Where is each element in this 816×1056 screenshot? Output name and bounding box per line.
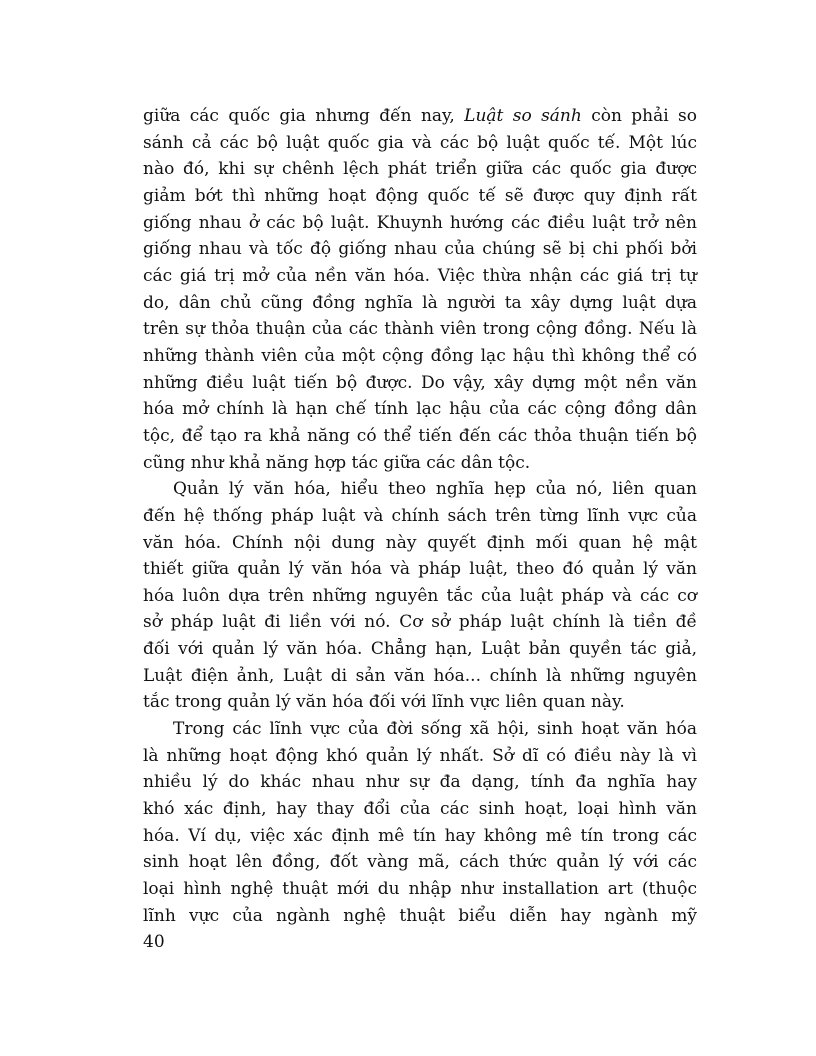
- text-line: [143, 103, 697, 130]
- text-line: cũng như khả năng hợp tác giữa các dân tộc.: [143, 452, 531, 473]
- text-line: hóa mở chính là hạn chế tính lạc hậu của các cộng đồng dân: [143, 399, 697, 420]
- text-line: đến hệ thống pháp luật và chính sách trên từng lĩnh vực của: [143, 505, 697, 526]
- text-line: sinh hoạt lên đồng, đốt vàng mã, cách thức quản lý với các: [143, 852, 697, 873]
- text-line: sánh cả các bộ luật quốc gia và các bộ luật quốc tế. Một lúc: [143, 132, 697, 153]
- text-line: giống nhau và tốc độ giống nhau của chúng sẽ bị chi phối bởi: [143, 239, 697, 260]
- text-line: giống nhau ở các bộ luật. Khuynh hướng các điều luật trở nên: [143, 212, 697, 233]
- body-text: [143, 103, 697, 929]
- text-line: tộc, để tạo ra khả năng có thể tiến đến các thỏa thuận tiến bộ: [143, 425, 697, 446]
- text-line: loại hình nghệ thuật mới du nhập như installation art (thuộc: [143, 879, 697, 900]
- text-line: Quản lý văn hóa, hiểu theo nghĩa hẹp của nó, liên quan: [173, 479, 697, 500]
- text-line: lĩnh vực của ngành nghệ thuật biểu diễn hay ngành mỹ: [143, 905, 697, 926]
- text-segment: giữa các quốc gia nhưng đến nay,: [143, 106, 465, 126]
- text-line: là những hoạt động khó quản lý nhất. Sở dĩ có điều này là vì: [143, 745, 697, 766]
- page-number: 40: [143, 932, 165, 952]
- text-line: các giá trị mở của nền văn hóa. Việc thừa nhận các giá trị tự: [143, 265, 697, 286]
- text-line: tắc trong quản lý văn hóa đối với lĩnh vực liên quan này.: [143, 692, 625, 713]
- text-line: hóa luôn dựa trên những nguyên tắc của luật pháp và các cơ: [143, 585, 697, 606]
- text-line: trên sự thỏa thuận của các thành viên trong cộng đồng. Nếu là: [143, 319, 697, 340]
- text-segment: còn phải so: [581, 106, 697, 126]
- text-line: giảm bớt thì những hoạt động quốc tế sẽ được quy định rất: [143, 185, 697, 206]
- text-line: khó xác định, hay thay đổi của các sinh hoạt, loại hình văn: [143, 799, 697, 820]
- text-line: hóa. Ví dụ, việc xác định mê tín hay không mê tín trong các: [143, 825, 697, 846]
- text-line: sở pháp luật đi liền với nó. Cơ sở pháp luật chính là tiền đề: [143, 612, 697, 633]
- text-line: Luật điện ảnh, Luật di sản văn hóa... chính là những nguyên: [143, 665, 697, 686]
- italic-term: Luật so sánh: [464, 106, 582, 126]
- text-line: nào đó, khi sự chênh lệch phát triển giữa các quốc gia được: [143, 159, 697, 180]
- text-line: những điều luật tiến bộ được. Do vậy, xây dựng một nền văn: [143, 372, 697, 393]
- text-line: nhiều lý do khác nhau như sự đa dạng, tính đa nghĩa hay: [143, 772, 697, 793]
- text-line: Trong các lĩnh vực của đời sống xã hội, sinh hoạt văn hóa: [173, 719, 697, 740]
- text-line: do, dân chủ cũng đồng nghĩa là người ta xây dựng luật dựa: [143, 292, 697, 313]
- text-line: văn hóa. Chính nội dung này quyết định mối quan hệ mật: [143, 532, 697, 553]
- text-line: những thành viên của một cộng đồng lạc hậu thì không thể có: [143, 345, 697, 366]
- text-line: thiết giữa quản lý văn hóa và pháp luật, theo đó quản lý văn: [143, 559, 697, 580]
- text-line: đối với quản lý văn hóa. Chẳng hạn, Luật bản quyền tác giả,: [143, 639, 697, 660]
